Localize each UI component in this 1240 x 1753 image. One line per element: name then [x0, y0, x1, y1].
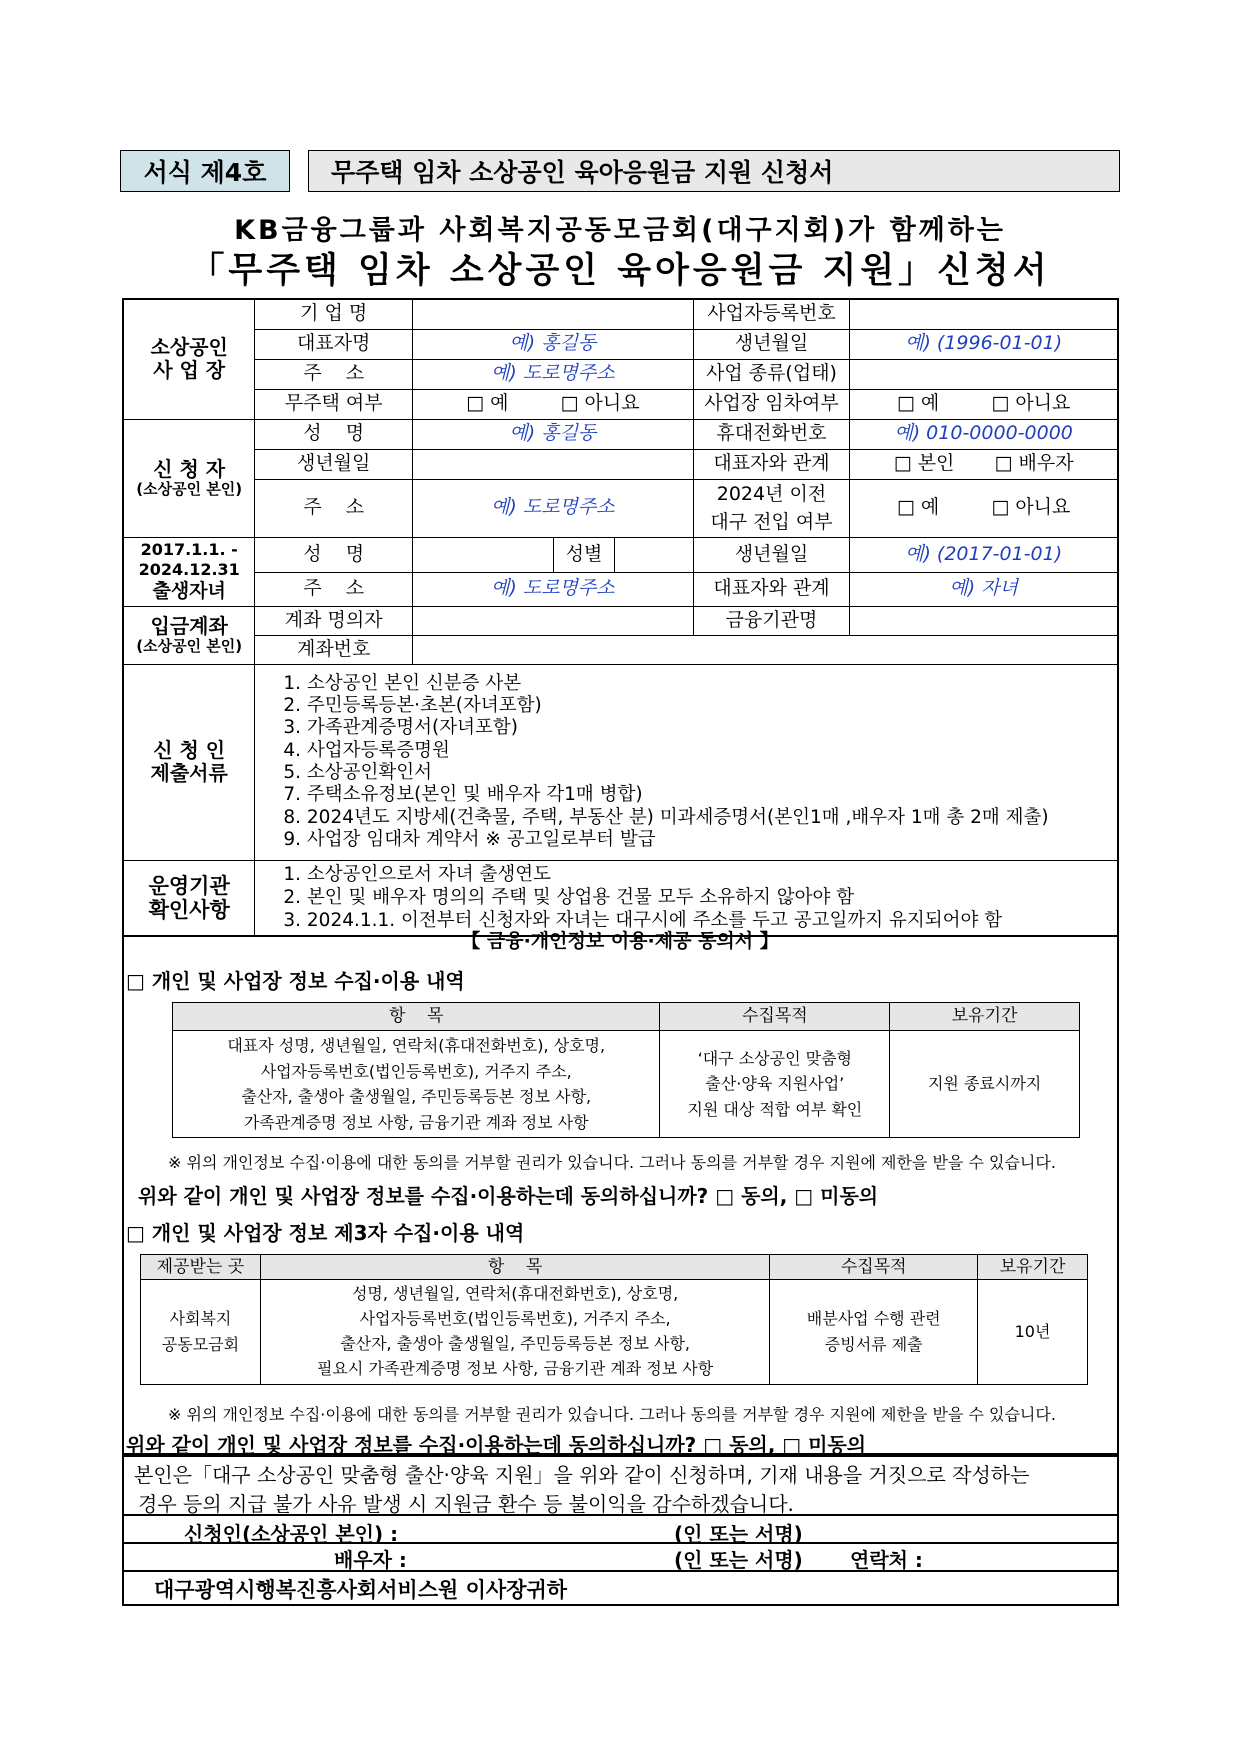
- nohouse-no-checkbox[interactable]: □ 아니요: [560, 392, 640, 415]
- consent-table-1: [172, 1002, 1080, 1138]
- child-section-line1: 2017.1.1. -: [140, 539, 238, 559]
- bank-field[interactable]: [850, 606, 1118, 635]
- nohouse-label: 무주택 여부: [255, 389, 413, 419]
- account-holder-label: 계좌 명의자: [255, 606, 413, 635]
- consent-note-2: ※ 위의 개인정보 수집·이용에 대한 동의를 거부할 권리가 있습니다. 그러나 동의를 거부할 경우 지원에 제한을 받을 수 있습니다.: [168, 1405, 1056, 1424]
- move-label-line1: 2024년 이전: [716, 482, 827, 505]
- documents-list: [255, 664, 1118, 860]
- account-number-field[interactable]: [413, 635, 1119, 664]
- account-number-label: 계좌번호: [255, 635, 413, 664]
- applicant-birth-label: 생년월일: [255, 449, 413, 479]
- regno-field[interactable]: [850, 299, 1118, 329]
- applicant-sign-label: 신청인(소상공인 본인) :: [184, 1522, 399, 1546]
- table2-recipient: 사회복지 공동모금회: [141, 1280, 261, 1384]
- applicant-sign-field[interactable]: (인 또는 서명): [674, 1522, 803, 1546]
- lease-label: 사업장 임차여부: [693, 389, 850, 419]
- child-name-field[interactable]: [413, 538, 554, 572]
- table2-header-purpose: 수집목적: [770, 1255, 978, 1280]
- rep-birth-field[interactable]: 예) (1996-01-01): [850, 329, 1118, 359]
- consent-sec1-title: □ 개인 및 사업장 정보 수집·이용 내역: [126, 969, 465, 993]
- applicant-section-sub: (소상공인 본인): [136, 479, 243, 498]
- relation-spouse-checkbox[interactable]: □ 배우자: [994, 452, 1074, 475]
- document-item: 4. 사업자등록증명원: [283, 739, 450, 761]
- title-line-2: 「무주택 임차 소상공인 육아응원금 지원」신청서: [189, 251, 1051, 291]
- move-options: [850, 479, 1118, 537]
- table1-period: 지원 종료시까지: [890, 1031, 1080, 1138]
- table2-purpose: 배분사업 수행 관련 증빙서류 제출: [770, 1280, 978, 1384]
- child-addr-label: 주 소: [255, 572, 413, 606]
- lease-options: [850, 389, 1118, 419]
- documents-section: 신 청 인 제출서류: [123, 664, 255, 860]
- document-item: 5. 소상공인확인서: [283, 762, 433, 783]
- addressee: 대구광역시행복진흥사회서비스원 이사장귀하: [154, 1578, 568, 1602]
- table1-header-purpose: 수집목적: [660, 1003, 890, 1031]
- child-birth-field[interactable]: 예) (2017-01-01): [850, 537, 1118, 572]
- consent-question-1: 위와 같이 개인 및 사업장 정보를 수집·이용하는데 동의하십니까? □ 동의, □ 미동의: [138, 1184, 879, 1208]
- rep-label: 대표자명: [255, 329, 413, 359]
- applicant-phone-field[interactable]: 예) 010-0000-0000: [850, 419, 1118, 449]
- applicant-section-title: 신 청 자: [153, 456, 226, 481]
- consent-sec2-title: □ 개인 및 사업장 정보 제3자 수집·이용 내역: [126, 1221, 525, 1245]
- title-line-1: KB금융그룹과 사회복지공동모금회(대구지회)가 함께하는: [234, 215, 1006, 246]
- move-no-checkbox[interactable]: □ 아니요: [991, 496, 1071, 519]
- applicant-phone-label: 휴대전화번호: [693, 419, 850, 449]
- form-number: 서식 제4호: [120, 150, 290, 192]
- contact-label: 연락처 :: [850, 1548, 923, 1572]
- verification-item: 1. 소상공인으로서 자녀 출생연도: [283, 864, 551, 886]
- nohouse-options: [413, 389, 694, 419]
- regno-label: 사업자등록번호: [693, 299, 850, 329]
- document-item: 2. 주민등록등본·초본(자녀포함): [283, 694, 542, 716]
- rep-field[interactable]: 예) 홍길동: [413, 329, 694, 359]
- applicant-name-label: 성 명: [255, 419, 413, 449]
- lease-no-checkbox[interactable]: □ 아니요: [991, 392, 1071, 415]
- business-section: 소상공인 사 업 장: [123, 299, 255, 419]
- document-item: 7. 주택소유정보(본인 및 배우자 각1매 병합): [283, 784, 643, 806]
- account-holder-field[interactable]: [413, 606, 694, 635]
- nohouse-yes-checkbox[interactable]: □ 예: [466, 392, 509, 415]
- business-type-label: 사업 종류(업태): [693, 359, 850, 389]
- form-title: 무주택 임차 소상공인 육아응원금 지원 신청서: [308, 150, 1120, 192]
- business-addr-label: 주 소: [255, 359, 413, 389]
- child-relation-label: 대표자와 관계: [693, 572, 850, 606]
- child-name-label: 성 명: [255, 537, 413, 572]
- company-label: 기 업 명: [255, 299, 413, 329]
- verification-section: 운영기관 확인사항: [123, 860, 255, 936]
- table2-header-recipient: 제공받는 곳: [141, 1255, 261, 1280]
- spouse-sign-field[interactable]: (인 또는 서명): [674, 1548, 803, 1572]
- applicant-section: [123, 419, 255, 537]
- table2-header-period: 보유기간: [978, 1255, 1088, 1280]
- declaration-box: [122, 1455, 1119, 1516]
- applicant-birth-field[interactable]: [413, 449, 694, 479]
- child-addr-field[interactable]: 예) 도로명주소: [413, 572, 694, 606]
- table2-header-items: 항 목: [260, 1255, 769, 1280]
- move-label: [693, 479, 850, 537]
- account-section-title: 입금계좌: [150, 613, 228, 638]
- business-addr-field[interactable]: 예) 도로명주소: [413, 359, 694, 389]
- declaration-line-2: 경우 등의 지급 불가 사유 발생 시 지원금 환수 등 불이익을 감수하겠습니다.: [138, 1492, 794, 1516]
- relation-self-checkbox[interactable]: □ 본인: [893, 452, 955, 475]
- move-label-line2: 대구 전입 여부: [710, 511, 833, 533]
- child-section: [123, 537, 255, 606]
- table1-purpose: ‘대구 소상공인 맞춤형 출산·양육 지원사업’ 지원 대상 적합 여부 확인: [660, 1031, 890, 1138]
- child-relation-field[interactable]: 예) 자녀: [850, 572, 1118, 606]
- signature-applicant-row: [122, 1514, 1119, 1544]
- consent-title: 【 금융·개인정보 이용·제공 동의서 】: [461, 930, 779, 952]
- spouse-sign-label: 배우자 :: [334, 1548, 407, 1572]
- move-yes-checkbox[interactable]: □ 예: [896, 496, 940, 519]
- document-item: 3. 가족관계증명서(자녀포함): [283, 717, 518, 739]
- bank-label: 금융기관명: [693, 606, 850, 635]
- table1-header-period: 보유기간: [890, 1003, 1080, 1031]
- table2-items: 성명, 생년월일, 연락처(휴대전화번호), 상호명, 사업자등록번호(법인등록번호), 거주지 주소, 출산자, 출생아 출생월일, 주민등록등본 정보 사항, 필요시 가족관계증명 정보 사항, 금융기관 계좌 정보 사항: [260, 1280, 769, 1384]
- account-section-sub: (소상공인 본인): [136, 636, 243, 655]
- verification-item: 3. 2024.1.1. 이전부터 신청자와 자녀는 대구시에 주소를 두고 공고일까지 유지되어야 함: [283, 910, 1003, 932]
- addressee-row: [122, 1570, 1119, 1606]
- company-field[interactable]: [413, 299, 694, 329]
- child-gender-field[interactable]: [615, 538, 693, 572]
- document-item: 9. 사업장 임대차 계약서 ※ 공고일로부터 발급: [283, 829, 656, 851]
- lease-yes-checkbox[interactable]: □ 예: [896, 392, 940, 415]
- consent-note-1: ※ 위의 개인정보 수집·이용에 대한 동의를 거부할 권리가 있습니다. 그러나 동의를 거부할 경우 지원에 제한을 받을 수 있습니다.: [168, 1153, 1056, 1172]
- applicant-addr-field[interactable]: 예) 도로명주소: [413, 479, 694, 537]
- declaration-line-1: 본인은「대구 소상공인 맞춤형 출산·양육 지원」을 위와 같이 신청하며, 기재 내용을 거짓으로 작성하는: [134, 1463, 1030, 1487]
- signature-spouse-row: [122, 1542, 1119, 1572]
- applicant-relation-label: 대표자와 관계: [693, 449, 850, 479]
- child-section-line2: 2024.12.31: [138, 559, 240, 579]
- child-section-line3: 출생자녀: [152, 579, 226, 602]
- rep-birth-label: 생년월일: [693, 329, 850, 359]
- business-type-field[interactable]: [850, 359, 1118, 389]
- applicant-addr-label: 주 소: [255, 479, 413, 537]
- application-table: [122, 298, 1119, 937]
- account-section: [123, 606, 255, 664]
- applicant-name-field[interactable]: 예) 홍길동: [413, 419, 694, 449]
- child-gender-label: 성별: [554, 538, 615, 572]
- child-birth-label: 생년월일: [693, 537, 850, 572]
- table1-items: 대표자 성명, 생년월일, 연락처(휴대전화번호), 상호명, 사업자등록번호(법인등록번호), 거주지 주소, 출산자, 출생아 출생월일, 주민등록등본 정보 사항, 가족관계증명 정보 사항, 금융기관 계좌 정보 사항: [173, 1031, 660, 1138]
- document-item: 8. 2024년도 지방세(건축물, 주택, 부동산 분) 미과세증명서(본인1매 ,배우자 1매 총 2매 제출): [283, 806, 1049, 828]
- table1-header-items: 항 목: [173, 1003, 660, 1031]
- consent-question-2: 위와 같이 개인 및 사업장 정보를 수집·이용하는데 동의하십니까? □ 동의, □ 미동의: [126, 1433, 867, 1457]
- document-item: 1. 소상공인 본인 신분증 사본: [283, 672, 522, 694]
- child-name-gender: [413, 537, 694, 572]
- verification-item: 2. 본인 및 배우자 명의의 주택 및 상업용 건물 모두 소유하지 않아야 함: [283, 887, 855, 909]
- applicant-relation-options: [850, 449, 1118, 479]
- table2-period: 10년: [978, 1280, 1088, 1384]
- consent-table-2: [140, 1254, 1088, 1385]
